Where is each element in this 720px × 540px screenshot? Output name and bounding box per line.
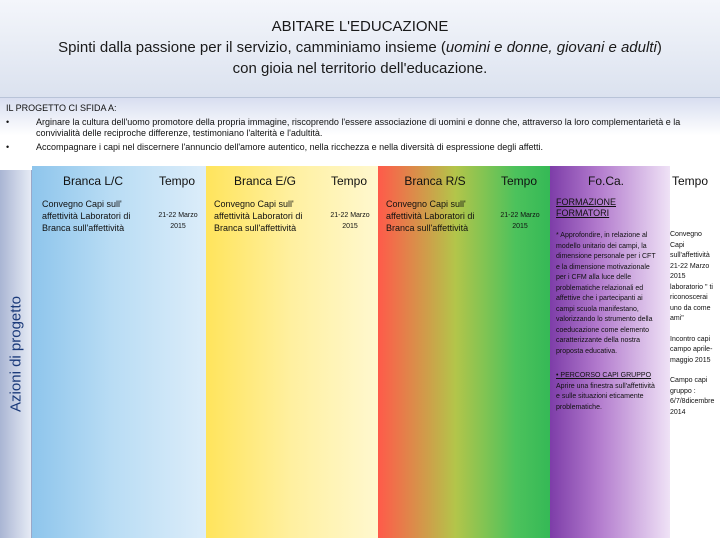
intro-list xyxy=(6,117,714,154)
header-tempo-eg: Tempo xyxy=(330,174,368,188)
intro-box xyxy=(0,98,720,166)
page-subtitle xyxy=(45,37,675,79)
intro-bullet-text: Accompagnare i capi nel discernere l'annuncio dell'amore autentico, nella ricchezza e nella diversità di espressione degli affetti. xyxy=(36,141,544,152)
bullet-icon: • xyxy=(6,141,10,152)
intro-bullet-text: Arginare la cultura dell'uomo promotore della propria immagine, riscoprendo l'essere associazione di uomini e donne che, attraverso la loro complementarietà e la convivialità delle reciproche differenze, testimoniano l'alterità e l'adultità. xyxy=(36,116,681,138)
header-branca-eg: Branca E/G xyxy=(233,174,297,188)
header-tempo-lc: Tempo xyxy=(158,174,196,188)
foca-item-1: * Approfondire, in relazione al modello unitario dei campi, la dimensione personale per i CFT e la dimensione motivazionale per i CFM alla luce delle problematiche relazionali ed affettive che i partecipanti ai campi scuola manifestano, valorizzando lo strumento della coeducazione come elemento caratterizzante della nostra proposta educativa. xyxy=(556,232,656,355)
date-branca-rs: 21-22 Marzo 2015 xyxy=(500,212,540,230)
intro-bullet xyxy=(6,142,714,154)
content-branca-eg: Convegno Capi sull' affettività Laboratori di Branca sull'affettività xyxy=(214,199,303,233)
content-branca-lc: Convegno Capi sull' affettività Laboratori di Branca sull'affettività xyxy=(42,199,131,233)
title-box xyxy=(0,0,720,98)
bullet-icon: • xyxy=(6,116,10,127)
header-tempo-rs: Tempo xyxy=(500,174,538,188)
foca-time-column xyxy=(670,230,716,428)
header-branca-lc: Branca L/C xyxy=(62,174,124,188)
date-branca-eg: 21-22 Marzo 2015 xyxy=(330,212,370,230)
header-foca: Fo.Ca. xyxy=(587,174,624,188)
side-label-panel xyxy=(0,170,32,538)
content-branca-rs: Convegno Capi sull' affettività Laboratori di Branca sull'affettività xyxy=(386,199,475,233)
foca-time-block: Convegno Capi sull'affettività 21-22 Marzo 2015 laboratorio " ti riconoscerai uno da come ami" xyxy=(670,231,713,322)
date-branca-lc: 21-22 Marzo 2015 xyxy=(158,212,198,230)
intro-heading: IL PROGETTO CI SFIDA A: xyxy=(6,103,117,113)
foca-item-2-title: • PERCORSO CAPI GRUPPO xyxy=(556,372,652,379)
foca-item-2: Aprire una finestra sull'affettività e sulle situazioni eticamente problematiche. xyxy=(556,382,655,411)
subtitle-part-2: ) con gioia nel territorio dell'educazione. xyxy=(232,39,662,77)
page-title: ABITARE L'EDUCAZIONE xyxy=(271,18,449,35)
foca-content xyxy=(556,197,658,413)
header-tempo-foca: Tempo xyxy=(671,174,709,188)
title-text xyxy=(45,16,675,92)
foca-time-block: Incontro capi campo aprile-maggio 2015 xyxy=(670,335,713,364)
intro-bullet xyxy=(6,117,714,140)
subtitle-part-1: Spinti dalla passione per il servizio, camminiamo insieme ( xyxy=(58,39,446,56)
side-label: Azioni di progetto xyxy=(7,296,24,412)
foca-time-block: Campo capi gruppo : 6/7/8dicembre 2014 xyxy=(670,377,715,416)
foca-title: FORMAZIONE FORMATORI xyxy=(556,197,616,218)
subtitle-italic: uomini e donne, giovani e adulti xyxy=(445,39,657,56)
header-branca-rs: Branca R/S xyxy=(404,174,466,188)
